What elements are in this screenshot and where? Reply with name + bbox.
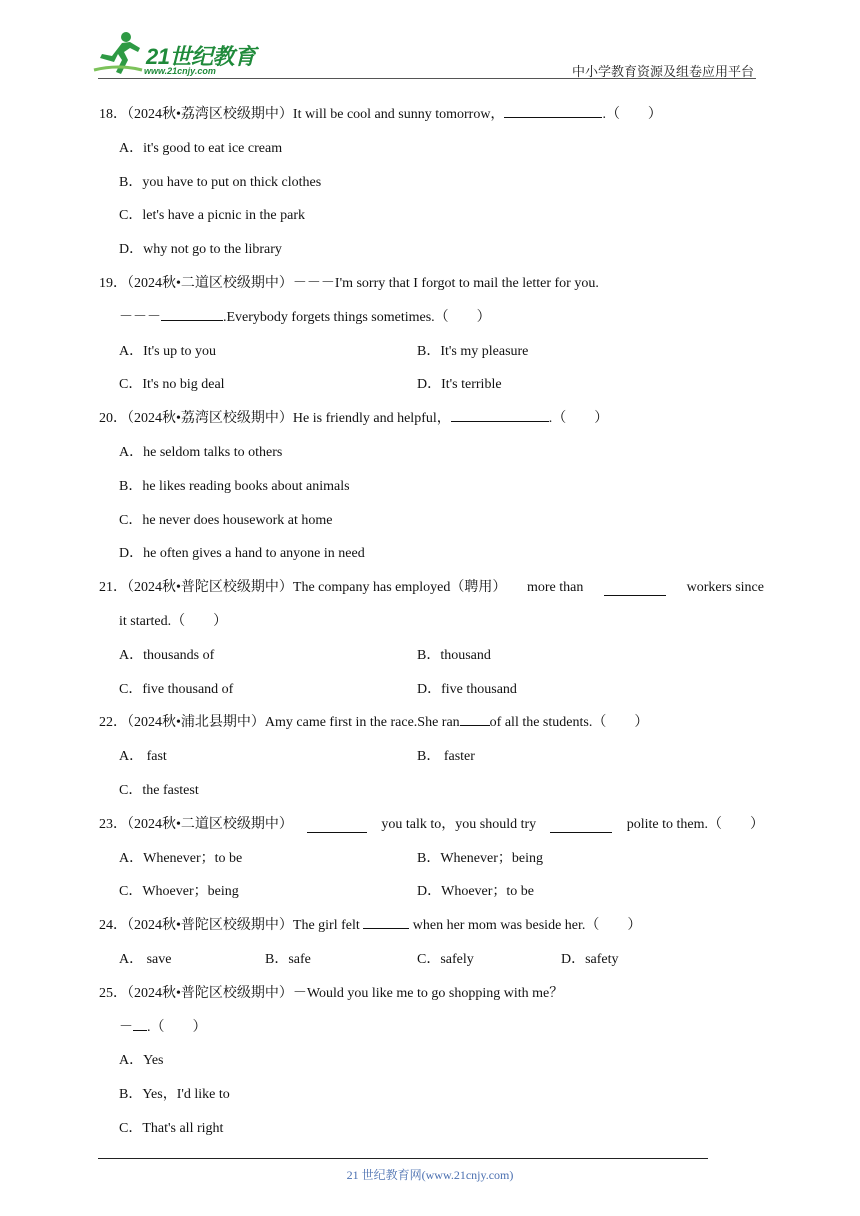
question-25-stem: 25．（2024秋•普陀区校级期中）－Would you like me to go shopping with me？: [99, 985, 564, 1001]
question-25-line2: [99, 1015, 764, 1049]
options-row-abcd: [99, 947, 764, 981]
question-text: 18．（2024秋•荔湾区校级期中）It will be cool and sunny tomorrow，: [99, 107, 505, 122]
options-row-ab: [99, 643, 764, 677]
option-d[interactable]: D．It's terrible: [417, 377, 502, 393]
question-22-stem: [99, 710, 764, 744]
question-text-mid: you talk to，you should try: [381, 816, 537, 832]
option-c[interactable]: C．five thousand of: [119, 681, 234, 697]
option-b[interactable]: B．Yes，I'd like to: [119, 1087, 230, 1103]
question-19-stem: 19．（2024秋•二道区校级期中）－－－I'm sorry that I forgot to mail the letter for you.: [99, 275, 599, 291]
question-text: 24．（2024秋•普陀区校级期中）The girl felt: [99, 918, 360, 934]
header-tagline: 中小学教育资源及组卷应用平台: [571, 65, 754, 80]
question-20-stem: [99, 406, 764, 440]
option-b[interactable]: B．It's my pleasure: [417, 343, 529, 359]
option-b[interactable]: B．he likes reading books about animals: [119, 478, 350, 494]
answer-blank[interactable]: [161, 306, 223, 321]
question-tail: of all the students.（ ）: [489, 715, 649, 731]
option-b[interactable]: B． faster: [417, 749, 475, 765]
option-c[interactable]: C．let's have a picnic in the park: [119, 208, 306, 224]
option-a[interactable]: A．Whenever；to be: [119, 850, 243, 866]
option-a[interactable]: A．thousands of: [119, 647, 215, 663]
option-d[interactable]: D．why not go to the library: [119, 242, 282, 258]
question-text: 22．（2024秋•浦北县期中）Amy came first in the race.She ran: [99, 715, 460, 731]
options-row-cd: [99, 372, 764, 406]
options-row-ab: [99, 339, 764, 373]
option-d[interactable]: D．safety: [561, 951, 619, 967]
option-b[interactable]: B．safe: [265, 951, 311, 967]
question-tail: .（ ）: [548, 411, 609, 427]
page-footer[interactable]: 21 世纪教育网(www.21cnjy.com): [346, 1168, 514, 1182]
question-19-line2: [99, 305, 764, 339]
option-a[interactable]: A． save: [119, 951, 172, 967]
option-c[interactable]: C．he never does housework at home: [119, 512, 333, 528]
footer-divider: [98, 1158, 708, 1159]
option-a[interactable]: A．it's good to eat ice cream: [119, 140, 283, 156]
question-text-mid: more than: [526, 580, 584, 596]
question-list: [99, 102, 764, 1150]
dialogue-dash: －: [119, 1019, 133, 1035]
question-tail: polite to them.（ ）: [626, 816, 764, 832]
option-b[interactable]: B．you have to put on thick clothes: [119, 174, 322, 190]
question-text: 20．（2024秋•荔湾区校级期中）He is friendly and helpful，: [99, 411, 451, 427]
option-a[interactable]: A．Yes: [119, 1053, 164, 1069]
question-text: 21．（2024秋•普陀区校级期中）The company has employed（聘用）: [99, 580, 507, 596]
answer-blank[interactable]: [550, 818, 612, 833]
question-23-stem: [99, 812, 764, 846]
answer-blank[interactable]: [460, 711, 490, 726]
question-tail: .Everybody forgets things sometimes.（ ）: [223, 309, 491, 325]
option-d[interactable]: D．Whoever；to be: [417, 884, 535, 900]
question-21-line2: it started.（ ）: [119, 613, 228, 629]
options-row-ab: [99, 846, 764, 880]
option-c[interactable]: C．safely: [417, 951, 474, 967]
question-tail: .（ ）: [147, 1019, 207, 1035]
dialogue-dash: －－－: [119, 309, 161, 325]
option-c[interactable]: C．That's all right: [119, 1120, 224, 1136]
question-tail: workers since: [686, 580, 764, 596]
logo-text: 21世纪教育: [146, 44, 256, 69]
question-tail: .（ ）: [602, 107, 662, 122]
options-row-cd: [99, 879, 764, 913]
answer-blank[interactable]: [363, 914, 409, 929]
option-a[interactable]: A．It's up to you: [119, 343, 217, 359]
question-text: 23．（2024秋•二道区校级期中）: [99, 816, 293, 832]
answer-blank[interactable]: [451, 407, 549, 422]
answer-blank[interactable]: [133, 1016, 147, 1031]
answer-blank[interactable]: [604, 581, 666, 596]
logo-url: www.21cnjy.com: [144, 66, 216, 76]
option-d[interactable]: D．he often gives a hand to anyone in need: [119, 546, 365, 562]
option-b[interactable]: B．Whenever；being: [417, 850, 543, 866]
question-24-stem: [99, 913, 764, 947]
runner-icon: [92, 30, 144, 76]
header-divider: [98, 78, 756, 79]
option-c[interactable]: C．Whoever；being: [119, 884, 239, 900]
answer-blank[interactable]: [307, 818, 367, 833]
option-b[interactable]: B．thousand: [417, 647, 491, 663]
option-a[interactable]: A． fast: [119, 749, 167, 765]
question-tail: when her mom was beside her.（ ）: [412, 918, 642, 934]
options-row-ab: [99, 744, 764, 778]
question-21-stem: [99, 575, 764, 609]
page-header: [0, 0, 860, 80]
question-18-stem: [99, 102, 764, 136]
option-d[interactable]: D．five thousand: [417, 681, 517, 697]
answer-blank[interactable]: [504, 103, 602, 118]
options-row-cd: [99, 677, 764, 711]
option-a[interactable]: A．he seldom talks to others: [119, 444, 283, 460]
option-c[interactable]: C．the fastest: [119, 782, 199, 798]
site-logo[interactable]: [92, 30, 262, 80]
option-c[interactable]: C．It's no big deal: [119, 377, 225, 393]
